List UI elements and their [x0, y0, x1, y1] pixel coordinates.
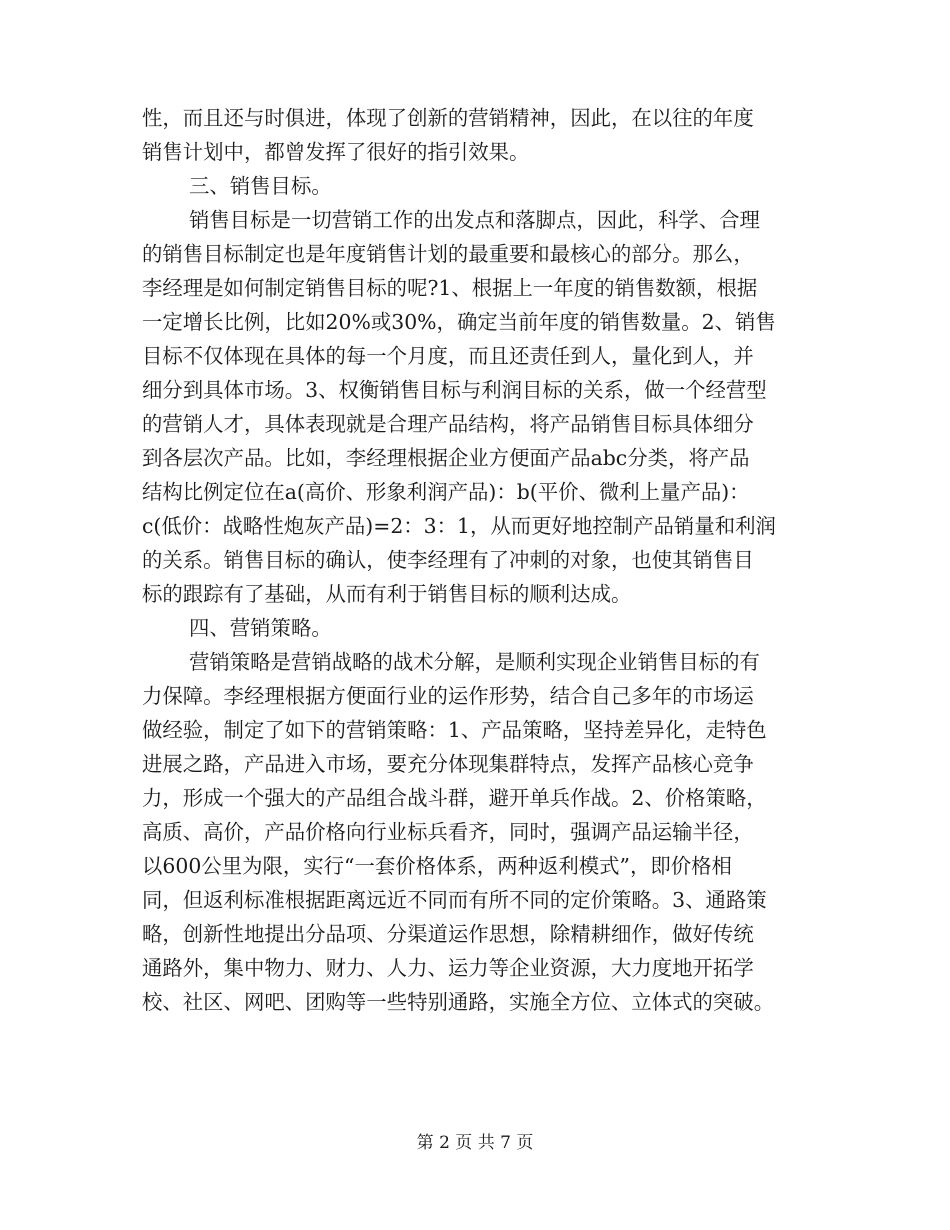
- paragraph-line: 的销售目标制定也是年度销售计划的最重要和最核心的部分。那么，: [142, 242, 754, 266]
- paragraph-line: 校、社区、网吧、团购等一些特别通路，实施全方位、立体式的突破。: [142, 990, 775, 1014]
- paragraph-line: 销售计划中，都曾发挥了很好的指引效果。: [142, 140, 530, 164]
- paragraph-line: 细分到具体市场。3、权衡销售目标与利润目标的关系，做一个经营型: [142, 378, 767, 402]
- paragraph-line: 的营销人才，具体表现就是合理产品结构，将产品销售目标具体细分: [142, 412, 754, 436]
- paragraph-line: 目标不仅体现在具体的每一个月度，而且还责任到人，量化到人，并: [142, 344, 754, 368]
- paragraph-line: 结构比例定位在a(高价、形象利润产品)：b(平价、微利上量产品)：: [142, 480, 750, 504]
- paragraph-line: 力，形成一个强大的产品组合战斗群，避开单兵作战。2、价格策略，: [142, 786, 767, 810]
- paragraph-line: 力保障。李经理根据方便面行业的运作形势，结合自己多年的市场运: [142, 684, 754, 708]
- page-number-footer: 第 2 页 共 7 页: [416, 1133, 534, 1153]
- paragraph-line: 到各层次产品。比如，李经理根据企业方便面产品abc分类，将产品: [142, 446, 750, 470]
- paragraph-line: 性，而且还与时俱进，体现了创新的营销精神，因此，在以往的年度: [142, 106, 754, 130]
- paragraph-line: c(低价：战略性炮灰产品)=2：3：1，从而更好地控制产品销量和利润: [142, 514, 776, 538]
- paragraph-line: 销售目标是一切营销工作的出发点和落脚点，因此，科学、合理: [189, 208, 760, 232]
- paragraph-line: 的关系。销售目标的确认，使李经理有了冲刺的对象，也使其销售目: [142, 548, 754, 572]
- section-heading: 三、销售目标。: [189, 174, 332, 198]
- paragraph-line: 以600公里为限，实行“一套价格体系，两种返利模式”，即价格相: [142, 854, 732, 878]
- paragraph-line: 进展之路，产品进入市场，要充分体现集群特点，发挥产品核心竞争: [142, 752, 754, 776]
- paragraph-line: 营销策略是营销战略的战术分解，是顺利实现企业销售目标的有: [189, 650, 760, 674]
- paragraph-line: 高质、高价，产品价格向行业标兵看齐，同时，强调产品运输半径，: [142, 820, 754, 844]
- paragraph-line: 略，创新性地提出分品项、分渠道运作思想，除精耕细作，做好传统: [142, 922, 754, 946]
- section-heading: 四、营销策略。: [189, 616, 332, 640]
- paragraph-line: 同，但返利标准根据距离远近不同而有所不同的定价策略。3、通路策: [142, 888, 767, 912]
- paragraph-line: 做经验，制定了如下的营销策略：1、产品策略，坚持差异化，走特色: [142, 718, 767, 742]
- paragraph-line: 李经理是如何制定销售目标的呢?1、根据上一年度的销售数额，根据: [142, 276, 758, 300]
- paragraph-line: 一定增长比例，比如20%或30%，确定当前年度的销售数量。2、销售: [142, 310, 776, 334]
- paragraph-line: 通路外，集中物力、财力、人力、运力等企业资源，大力度地开拓学: [142, 956, 754, 980]
- paragraph-line: 标的跟踪有了基础，从而有利于销售目标的顺利达成。: [142, 582, 632, 606]
